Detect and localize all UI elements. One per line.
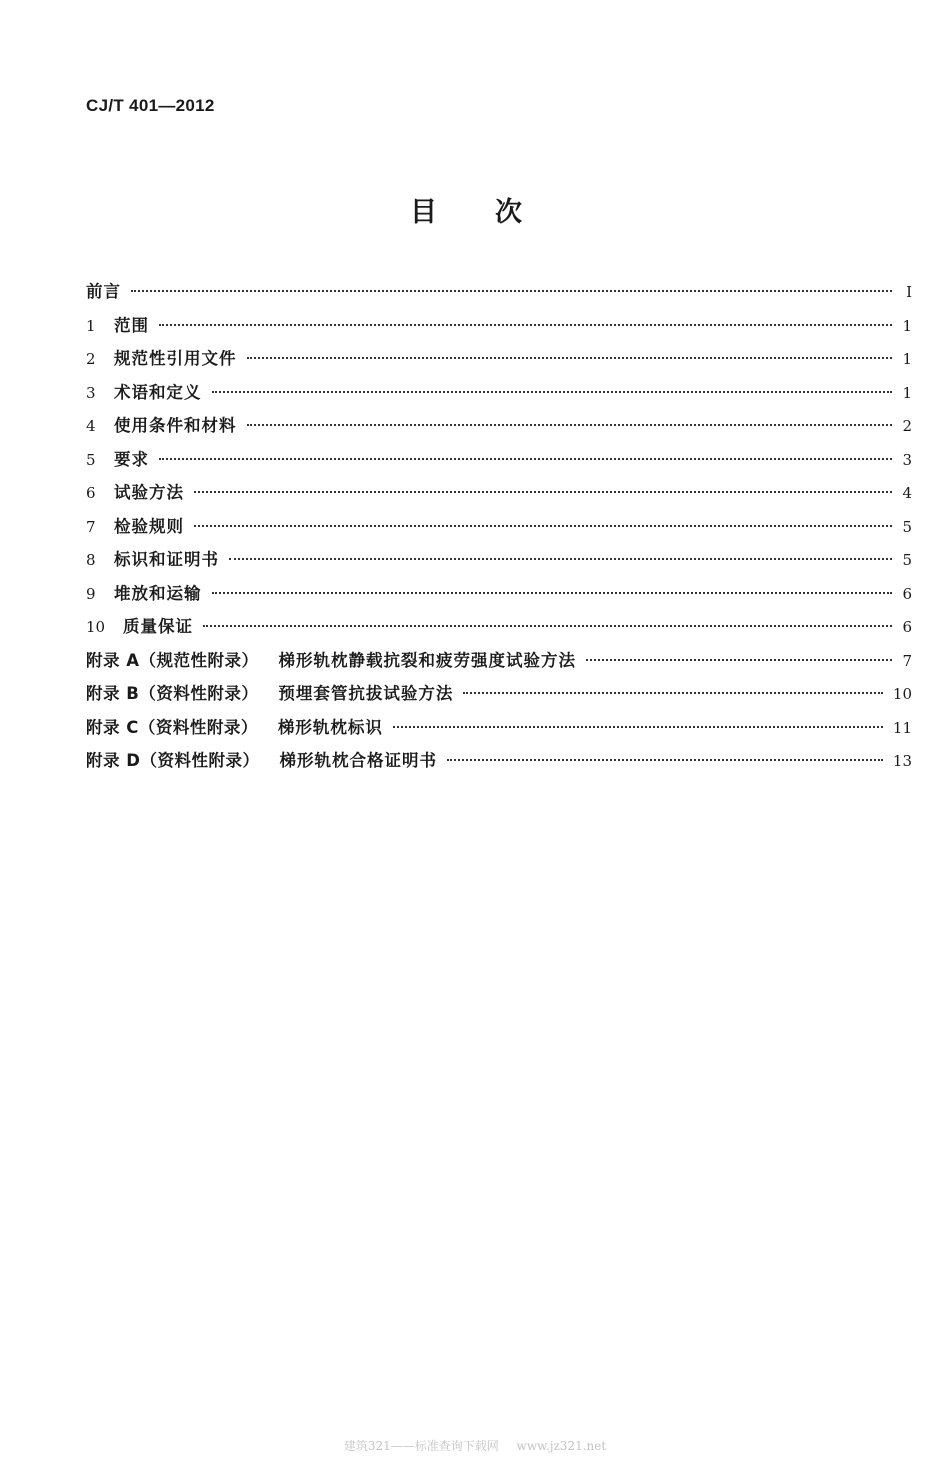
toc-entry-foreword[interactable] xyxy=(86,278,912,312)
toc-page-number: 13 xyxy=(892,752,912,770)
toc-page-number: Ⅰ xyxy=(906,283,912,301)
toc-annex-label: 附录 C（资料性附录） xyxy=(86,717,258,737)
toc-annex-label: 附录 B（资料性附录） xyxy=(86,684,259,703)
toc-leader-dots xyxy=(247,357,893,359)
toc-entry-annex-c[interactable] xyxy=(86,714,912,748)
toc-leader-dots xyxy=(463,692,883,694)
toc-entry-number: 10 xyxy=(86,618,106,636)
toc-entry-number: 4 xyxy=(86,417,96,435)
toc-entry-9[interactable] xyxy=(86,580,912,614)
toc-entry-label: 使用条件和材料 xyxy=(114,416,237,435)
toc-entry-label: 范围 xyxy=(114,315,149,335)
toc-leader-dots xyxy=(203,625,892,627)
document-code: CJ/T 401—2012 xyxy=(86,96,215,115)
toc-leader-dots xyxy=(194,525,892,527)
toc-page-number: 11 xyxy=(892,718,912,737)
page-title: 目次 xyxy=(410,197,580,228)
toc-leader-dots xyxy=(212,592,893,594)
toc-entry-label: 规范性引用文件 xyxy=(114,349,237,368)
toc-leader-dots xyxy=(194,491,892,493)
toc-leader-dots xyxy=(247,424,893,426)
toc-page-number: 6 xyxy=(902,584,912,603)
toc-entry-label: 梯形轨枕标识 xyxy=(277,717,383,737)
toc-entry-8[interactable] xyxy=(86,546,912,580)
toc-leader-dots xyxy=(447,759,883,761)
toc-leader-dots xyxy=(159,458,892,460)
toc-entry-label: 前言 xyxy=(86,282,121,301)
toc-entry-label: 堆放和运输 xyxy=(114,583,202,603)
toc-entry-label: 要求 xyxy=(114,449,149,469)
toc-page-number: 5 xyxy=(902,517,912,536)
toc-entry-label: 检验规则 xyxy=(114,516,184,536)
toc-annex-label: 附录 A（规范性附录） xyxy=(86,650,259,670)
toc-page-number: 10 xyxy=(892,685,912,703)
toc-entry-annex-b[interactable] xyxy=(86,680,912,714)
toc-page-number: 3 xyxy=(902,450,912,469)
toc-page-number: 5 xyxy=(902,551,912,569)
toc-entry-number: 8 xyxy=(86,551,96,569)
toc-entry-number: 9 xyxy=(86,584,96,603)
toc-entry-number: 2 xyxy=(86,350,96,368)
toc-entry-3[interactable] xyxy=(86,379,912,413)
toc-entry-2[interactable] xyxy=(86,345,912,379)
toc-entry-label: 梯形轨枕静载抗裂和疲劳强度试验方法 xyxy=(278,650,577,670)
toc-page-number: 6 xyxy=(902,618,912,636)
toc-entry-number: 1 xyxy=(86,316,96,335)
toc-entry-4[interactable] xyxy=(86,412,912,446)
footer-watermark: 建筑321——标准查询下载网 www.jz321.net xyxy=(343,1439,607,1453)
toc-page-number: 4 xyxy=(902,484,912,502)
toc-entry-annex-a[interactable] xyxy=(86,647,912,681)
toc-page-number: 1 xyxy=(902,316,912,335)
toc-entry-label: 术语和定义 xyxy=(114,382,202,402)
toc-entry-number: 3 xyxy=(86,383,96,402)
toc-entry-label: 预埋套管抗拔试验方法 xyxy=(278,684,454,703)
toc-entry-1[interactable] xyxy=(86,312,912,346)
toc-entry-7[interactable] xyxy=(86,513,912,547)
toc-leader-dots xyxy=(212,391,893,393)
toc-entry-label: 梯形轨枕合格证明书 xyxy=(279,751,437,770)
table-of-contents xyxy=(86,278,912,781)
toc-entry-5[interactable] xyxy=(86,446,912,480)
toc-page-number: 1 xyxy=(902,350,912,368)
toc-leader-dots xyxy=(586,659,892,661)
toc-page-number: 7 xyxy=(902,651,912,670)
toc-entry-6[interactable] xyxy=(86,479,912,513)
toc-leader-dots xyxy=(131,290,892,292)
toc-page-number: 1 xyxy=(902,383,912,402)
toc-leader-dots xyxy=(159,324,892,326)
toc-entry-number: 6 xyxy=(86,484,96,502)
toc-entry-number: 5 xyxy=(86,450,96,469)
toc-entry-number: 7 xyxy=(86,517,96,536)
toc-leader-dots xyxy=(393,726,883,728)
toc-page-number: 2 xyxy=(902,417,912,435)
toc-entry-10[interactable] xyxy=(86,613,912,647)
toc-entry-annex-d[interactable] xyxy=(86,747,912,781)
toc-entry-label: 试验方法 xyxy=(114,483,184,502)
toc-annex-label: 附录 D（资料性附录） xyxy=(86,751,260,770)
toc-leader-dots xyxy=(229,558,892,560)
toc-entry-label: 标识和证明书 xyxy=(114,550,219,569)
toc-entry-label: 质量保证 xyxy=(123,617,193,636)
